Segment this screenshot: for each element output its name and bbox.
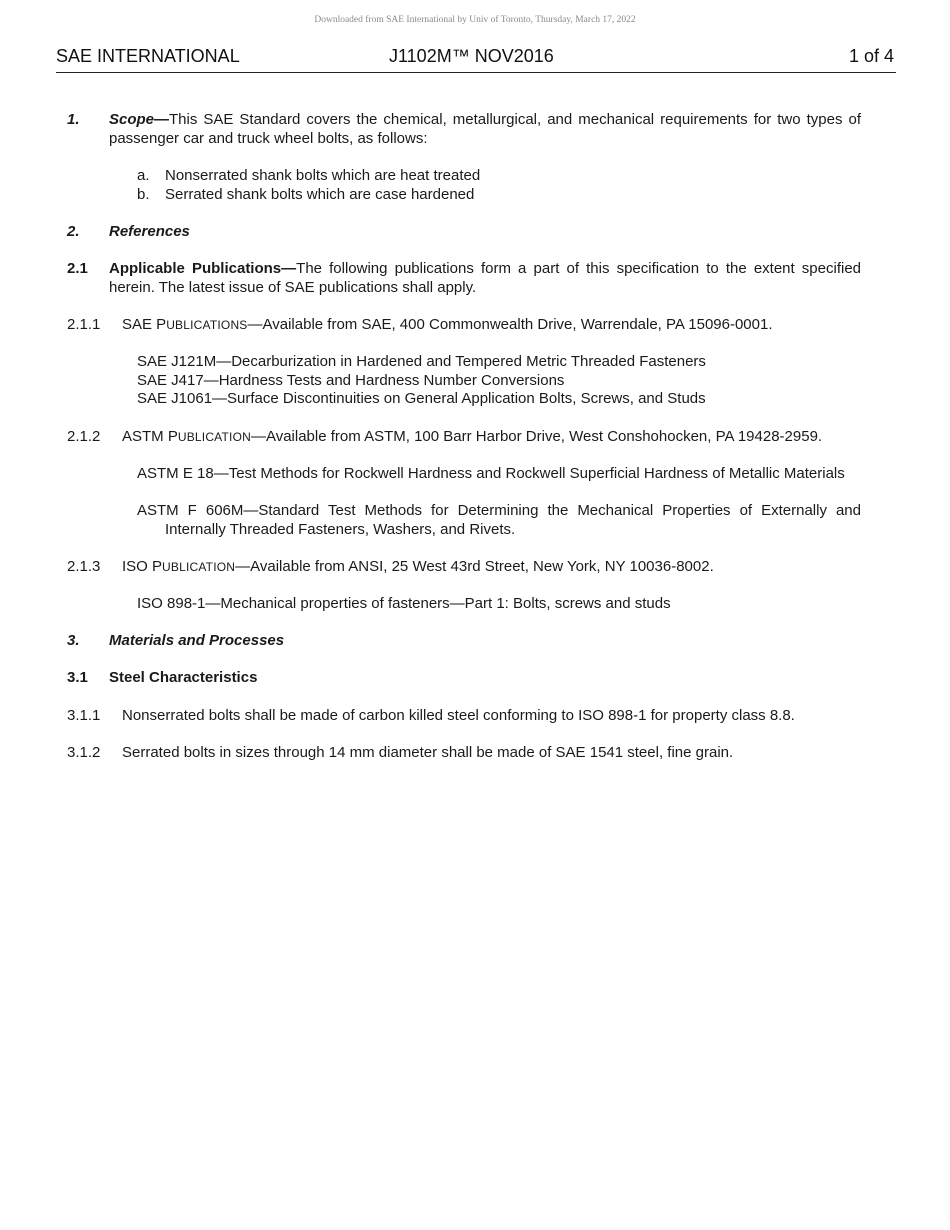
- section-2-1-2-cap-a: ASTM P: [122, 428, 178, 445]
- reference-sae-j417: SAE J417—Hardness Tests and Hardness Number Conversions: [137, 372, 565, 389]
- section-2-1-text: The following publications form a part of this specification to the extent specified herein. The latest issue of SAE publications shall apply.: [109, 260, 862, 296]
- section-2-1-title: Applicable Publications—: [109, 260, 297, 277]
- section-3-1-1-number: 3.1.1: [67, 707, 101, 724]
- section-3-number: 3.: [67, 632, 80, 649]
- section-2-title: References: [109, 223, 190, 240]
- section-2-1-1-heading: [122, 316, 773, 335]
- section-3-1-title: Steel Characteristics: [109, 669, 258, 686]
- reference-astm-f606m: ASTM F 606M—Standard Test Methods for Determining the Mechanical Properties of Externally and Internally Threaded Fasteners, Washers, and Rivets.: [137, 502, 861, 538]
- reference-sae-j121m: SAE J121M—Decarburization in Hardened and Tempered Metric Threaded Fasteners: [137, 353, 706, 370]
- section-3-1-1-text: Nonserrated bolts shall be made of carbon killed steel conforming to ISO 898-1 for property class 8.8.: [122, 707, 795, 724]
- section-2-1-1-text: —Available from SAE, 400 Commonwealth Drive, Warrendale, PA 15096-0001.: [247, 316, 773, 333]
- section-2-number: 2.: [67, 223, 80, 240]
- section-2-1-1-cap-b: UBLICATIONS: [166, 318, 248, 332]
- section-2-1-3-heading: [122, 558, 714, 577]
- section-2-1-1-number: 2.1.1: [67, 316, 101, 333]
- section-3-1-2-number: 3.1.2: [67, 744, 101, 761]
- section-2-1-number: 2.1: [67, 260, 88, 277]
- section-2-1-1-cap-a: SAE P: [122, 316, 167, 333]
- section-3-title: Materials and Processes: [109, 632, 285, 649]
- header-organization: SAE INTERNATIONAL: [56, 46, 240, 66]
- header-page-number: 1 of 4: [848, 46, 894, 66]
- reference-astm-e18: ASTM E 18—Test Methods for Rockwell Hardness and Rockwell Superficial Hardness of Metallic Materials: [137, 465, 845, 482]
- section-3-1-2-text: Serrated bolts in sizes through 14 mm diameter shall be made of SAE 1541 steel, fine grain.: [122, 744, 734, 761]
- scope-item-b-text: Serrated shank bolts which are case hardened: [165, 186, 475, 203]
- section-2-1-2-text: —Available from ASTM, 100 Barr Harbor Drive, West Conshohocken, PA 19428-2959.: [250, 428, 823, 445]
- section-2-1-paragraph: [109, 260, 861, 297]
- section-2-1-3-number: 2.1.3: [67, 558, 101, 575]
- section-2-1-2-number: 2.1.2: [67, 428, 101, 445]
- reference-sae-j1061: SAE J1061—Surface Discontinuities on General Application Bolts, Screws, and Studs: [137, 390, 706, 407]
- section-1-text: This SAE Standard covers the chemical, metallurgical, and mechanical requirements for two types of passenger car and truck wheel bolts, as follows:: [109, 111, 861, 147]
- scope-item-b-marker: b.: [137, 186, 150, 203]
- section-2-1-3-text: —Available from ANSI, 25 West 43rd Street, New York, NY 10036-8002.: [235, 558, 714, 575]
- reference-iso-898-1: ISO 898-1—Mechanical properties of fasteners—Part 1: Bolts, screws and studs: [137, 595, 671, 612]
- scope-item-a-marker: a.: [137, 167, 150, 184]
- page-header: [56, 44, 896, 73]
- section-3-1-number: 3.1: [67, 669, 88, 686]
- scope-item-a-text: Nonserrated shank bolts which are heat treated: [165, 167, 481, 184]
- header-document-id: J1102M™ NOV2016: [389, 46, 554, 66]
- download-watermark: Downloaded from SAE International by Univ of Toronto, Thursday, March 17, 2022: [314, 15, 636, 25]
- section-2-1-3-cap-a: ISO P: [122, 558, 163, 575]
- section-2-1-2-cap-b: UBLICATION: [177, 430, 251, 444]
- section-2-1-3-cap-b: UBLICATION: [162, 560, 236, 574]
- section-2-1-2-heading: [122, 428, 822, 447]
- section-1-title: Scope: [109, 111, 155, 128]
- section-1-dash: —: [154, 111, 170, 128]
- section-1-number: 1.: [67, 111, 80, 128]
- section-1-scope-paragraph: [109, 111, 861, 148]
